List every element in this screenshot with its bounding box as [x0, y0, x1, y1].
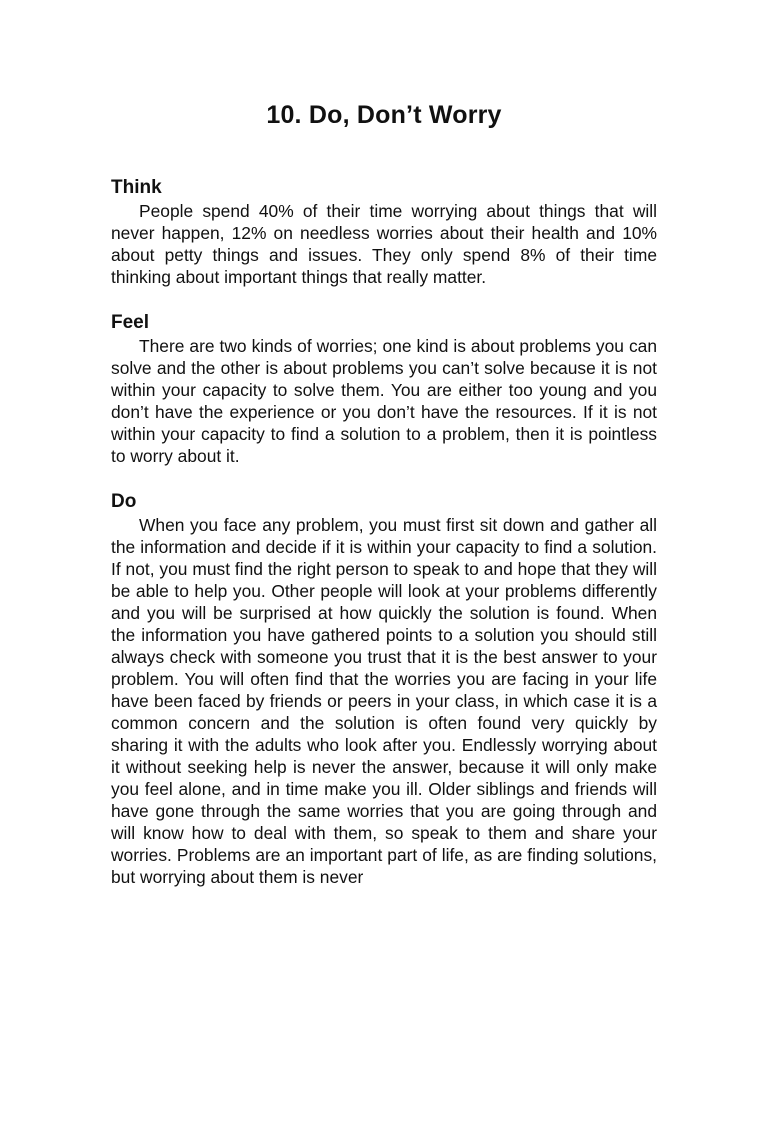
section-heading-think: Think — [111, 177, 162, 198]
section-heading-do: Do — [111, 491, 137, 512]
section-paragraph-feel: There are two kinds of worries; one kind is about problems you can solve and the other is about problems you can’t solve because it is not within your capacity to solve them. You are either too young and you don’t have the experience or you don’t have the resources. If it is not within your capacity to find a solution to a problem, then it is pointless to worry about it. — [111, 336, 657, 466]
page-title: 10. Do, Don’t Worry — [266, 101, 502, 129]
section-paragraph-think: People spend 40% of their time worrying about things that will never happen, 12% on needless worries about their health and 10% about petty things and issues. They only spend 8% of their time thinking about important things that really matter. — [111, 201, 657, 287]
document-page — [0, 100, 768, 1124]
section-heading-feel: Feel — [111, 312, 150, 333]
section-paragraph-do: When you face any problem, you must first sit down and gather all the information and decide if it is within your capacity to find a solution. If not, you must find the right person to speak to and hope that they will be able to help you. Other people will look at your problems differently and you will be surprised at how quickly the solution is found. When the information you have gathered points to a solution you should still always check with someone you trust that it is the best answer to your problem. You will often find that the worries you are facing in your life have been faced by friends or peers in your class, in which case it is a common concern and the solution is often found very quickly by sharing it with the adults who look after you. Endlessly worrying about it without seeking help is never the answer, because it will only make you feel alone, and in time make you ill. Older siblings and friends will have gone through the same worries that you are going through and will know how to deal with them, so speak to them and share your worries. Problems are an important part of life, as are finding solutions, but worrying about them is never — [111, 515, 657, 887]
